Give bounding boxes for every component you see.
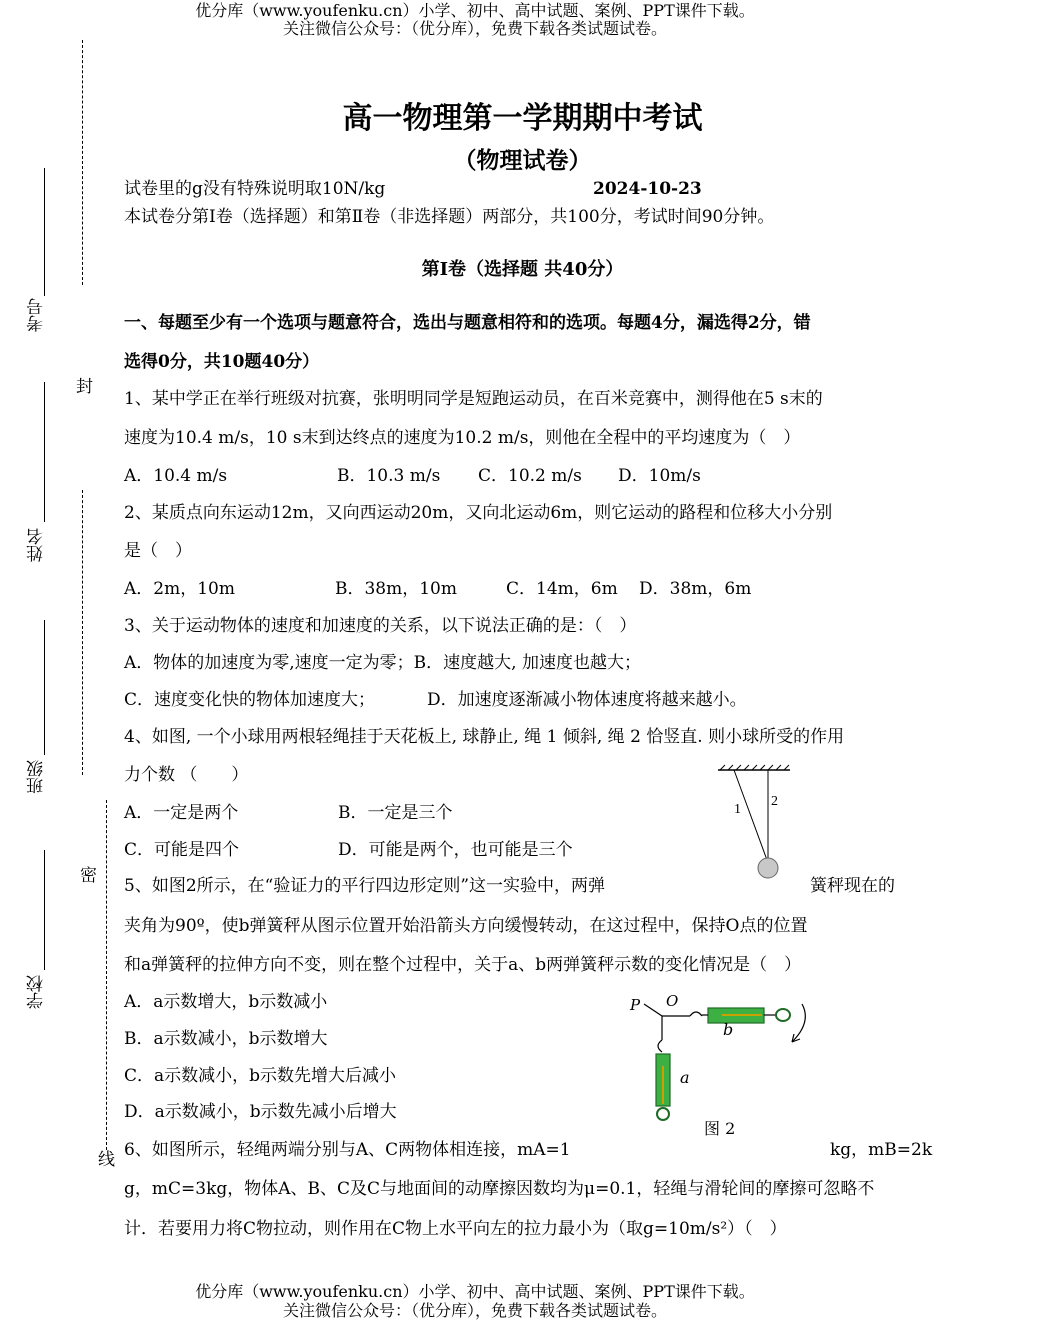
secret-mark: 密 xyxy=(76,866,96,883)
q6-stem-cont: g，mC=3kg，物体A、B、C及C与地面间的动摩擦因数均为μ=0.1，轻绳与滑轮间的摩擦可忽略不 xyxy=(124,1179,875,1199)
q5-option-a[interactable]: A．a示数增大，b示数减小 xyxy=(124,992,328,1012)
ball xyxy=(758,858,778,878)
exam-date: 2024-10-23 xyxy=(593,179,702,199)
page-title: 高一物理第一学期期中考试 xyxy=(342,101,703,136)
seal-mark: 封 xyxy=(72,377,92,394)
q1-option-d[interactable]: D．10m/s xyxy=(618,466,701,486)
q5-stem-tail: 簧秤现在的 xyxy=(810,876,895,896)
q2-option-a[interactable]: A．2m，10m xyxy=(124,579,235,599)
q3-stem: 3、关于运动物体的速度和加速度的关系，以下说法正确的是：（ ） xyxy=(124,616,637,636)
q2-stem-cont: 是（ ） xyxy=(124,541,192,561)
figure-2-caption: 图 2 xyxy=(704,1119,736,1138)
part1-title: 第Ⅰ卷（选择题 共40分） xyxy=(421,259,624,280)
q1-stem: 1、某中学正在举行班级对抗赛，张明明同学是短跑运动员，在百米竞赛中，测得他在5 s末的 xyxy=(124,389,823,409)
ring-a xyxy=(657,1108,669,1120)
ring-b xyxy=(776,1009,790,1021)
point-p-label: P xyxy=(630,996,641,1014)
hook-a xyxy=(658,1040,662,1052)
rope-1-label: 1 xyxy=(734,802,741,817)
point-o-label: O xyxy=(666,992,679,1010)
q4-option-c[interactable]: C．可能是四个 xyxy=(124,840,240,860)
q5-option-c[interactable]: C．a示数减小，b示数先增大后减小 xyxy=(124,1066,397,1086)
q6-stem-tail: kg，mB=2k xyxy=(830,1140,933,1160)
q3-option-d[interactable]: D．加速度逐渐减小物体速度将越来越小。 xyxy=(427,690,747,710)
q1-option-a[interactable]: A．10.4 m/s xyxy=(124,466,228,486)
header-line-1: 优分库（www.youfenku.cn）小学、初中、高中试题、案例、PPT课件下载。 xyxy=(195,1,755,20)
q1-option-c[interactable]: C．10.2 m/s xyxy=(478,466,582,486)
label-class: 班级 xyxy=(27,760,47,794)
hook-b xyxy=(690,1012,702,1016)
q2-option-c[interactable]: C．14m，6m xyxy=(506,579,618,599)
q5-option-d[interactable]: D．a示数减小，b示数先减小后增大 xyxy=(124,1102,397,1122)
g-note: 试卷里的g没有特殊说明取10N/kg xyxy=(124,179,386,199)
q2-option-d[interactable]: D．38m，6m xyxy=(639,579,752,599)
q4-option-d[interactable]: D．可能是两个，也可能是三个 xyxy=(338,840,573,860)
header-line-2: 关注微信公众号：（优分库），免费下载各类试题试卷。 xyxy=(282,19,667,38)
section1-instructions-cont: 选得0分，共10题40分） xyxy=(124,352,320,372)
class-blank[interactable] xyxy=(44,620,45,755)
margin-dashed-line xyxy=(106,800,107,1150)
q6-stem-cont-2: 计．若要用力将C物拉动，则作用在C物上水平向左的拉力最小为（取g=10m/s²）（ ） xyxy=(124,1219,787,1239)
page-subtitle: （物理试卷） xyxy=(453,147,592,174)
label-school: 学校 xyxy=(27,975,47,1009)
q1-option-b[interactable]: B．10.3 m/s xyxy=(337,466,441,486)
q1-stem-cont: 速度为10.4 m/s，10 s末到达终点的速度为10.2 m/s，则他在全程中的平均速度为（ ） xyxy=(124,428,801,448)
scale-b-label: b xyxy=(723,1020,734,1039)
q5-stem-cont: 夹角为90º，使b弹簧秤从图示位置开始沿箭头方向缓慢转动，在这过程中，保持O点的位置 xyxy=(124,916,808,936)
q2-option-b[interactable]: B．38m，10m xyxy=(335,579,457,599)
q5-stem-cont-2: 和a弹簧秤的拉伸方向不变，则在整个过程中，关于a、b两弹簧秤示数的变化情况是（ ） xyxy=(124,955,802,975)
section1-instructions: 一、每题至少有一个选项与题意符合，选出与题意相符和的选项。每题4分，漏选得2分，错 xyxy=(124,313,811,333)
q3-options-ab[interactable]: A．物体的加速度为零,速度一定为零；B．速度越大, 加速度也越大； xyxy=(124,653,641,673)
margin-dashed-line xyxy=(82,490,83,775)
exam-intro: 本试卷分第Ⅰ卷（选择题）和第Ⅱ卷（非选择题）两部分，共100分，考试时间90分钟。 xyxy=(124,207,775,227)
line-mark: 线 xyxy=(94,1150,114,1167)
q4-option-b[interactable]: B．一定是三个 xyxy=(338,803,453,823)
label-exam-number: 考号 xyxy=(27,298,47,332)
scale-a-label: a xyxy=(680,1068,690,1087)
q2-stem: 2、某质点向东运动12m，又向西运动20m，又向北运动6m，则它运动的路程和位移大小分别 xyxy=(124,503,833,523)
q5-option-b[interactable]: B．a示数减小，b示数增大 xyxy=(124,1029,328,1049)
school-blank[interactable] xyxy=(44,850,45,970)
q4-figure xyxy=(712,762,796,882)
q4-stem: 4、如图, 一个小球用两根轻绳挂于天花板上, 球静止, 绳 1 倾斜, 绳 2 恰竖直. 则小球所受的作用 xyxy=(124,727,845,747)
name-blank[interactable] xyxy=(44,382,45,522)
footer-line-2: 关注微信公众号：（优分库），免费下载各类试题试卷。 xyxy=(282,1301,667,1320)
pendulum-diagram xyxy=(712,762,796,882)
q4-stem-cont: 力个数 （ ） xyxy=(124,765,249,785)
q4-option-a[interactable]: A．一定是两个 xyxy=(124,803,239,823)
q6-stem: 6、如图所示，轻绳两端分别与A、C两物体相连接，mA=1 xyxy=(124,1140,571,1160)
rope-op xyxy=(644,1004,662,1016)
q5-figure xyxy=(626,988,826,1138)
label-name: 姓名 xyxy=(27,528,47,562)
q5-stem: 5、如图2所示，在“验证力的平行四边形定则”这一实验中，两弹 xyxy=(124,876,606,896)
q3-option-c[interactable]: C．速度变化快的物体加速度大； xyxy=(124,690,376,710)
footer-line-1: 优分库（www.youfenku.cn）小学、初中、高中试题、案例、PPT课件下载。 xyxy=(195,1282,755,1301)
rope-2-label: 2 xyxy=(771,794,778,809)
